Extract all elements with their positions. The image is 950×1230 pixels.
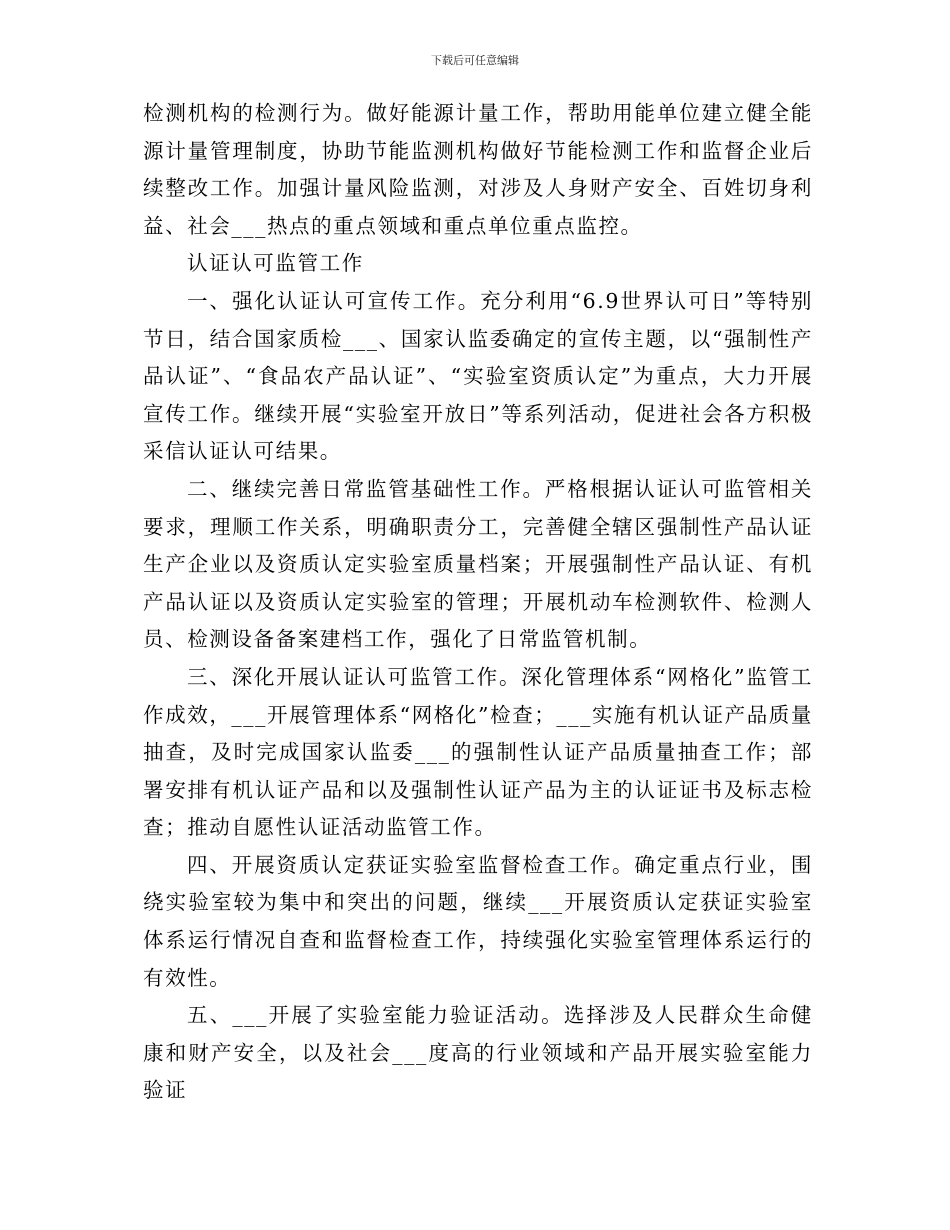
paragraph-item-1: 一、强化认证认可宣传工作。充分利用“6.9世界认可日”等特别节日，结合国家质检___、国家认监委确定的宣传主题，以“强制性产品认证”、“食品农产品认证”、“实验室资质认定”为重点，大力开展宣传工作。继续开展“实验室开放日”等系列活动，促进社会各方积极采信认证认可结果。 [143,288,813,464]
page-header: 下载后可任意编辑 [431,54,519,67]
section-heading: 认证认可监管工作 [187,251,364,276]
paragraph-item-4: 四、开展资质认定获证实验室监督检查工作。确定重点行业，围绕实验室较为集中和突出的问题，继续___开展资质认定获证实验室体系运行情况自查和监督检查工作，持续强化实验室管理体系运行的有效性。 [143,852,813,990]
paragraph-1: 检测机构的检测行为。做好能源计量工作，帮助用能单位建立健全能源计量管理制度，协助节能监测机构做好节能检测工作和监督企业后续整改工作。加强计量风险监测，对涉及人身财产安全、百姓切身利益、社会___热点的重点领域和重点单位重点监控。 [143,101,813,238]
paragraph-item-3: 三、深化开展认证认可监管工作。深化管理体系“网格化”监管工作成效，___开展管理体系“网格化”检查；___实施有机认证产品质量抽查，及时完成国家认监委___的强制性认证产品质量抽查工作；部署安排有机认证产品和以及强制性认证产品为主的认证证书及标志检查；推动自愿性认证活动监管工作。 [143,664,813,840]
paragraph-item-5: 五、___开展了实验室能力验证活动。选择涉及人民群众生命健康和财产安全，以及社会___度高的行业领域和产品开展实验室能力验证 [143,1003,813,1103]
paragraph-item-2: 二、继续完善日常监管基础性工作。严格根据认证认可监管相关要求，理顺工作关系，明确职责分工，完善健全辖区强制性产品认证生产企业以及资质认定实验室质量档案；开展强制性产品认证、有机产品认证以及资质认定实验室的管理；开展机动车检测软件、检测人员、检测设备备案建档工作，强化了日常监管机制。 [143,476,813,652]
document-body [143,95,813,1110]
